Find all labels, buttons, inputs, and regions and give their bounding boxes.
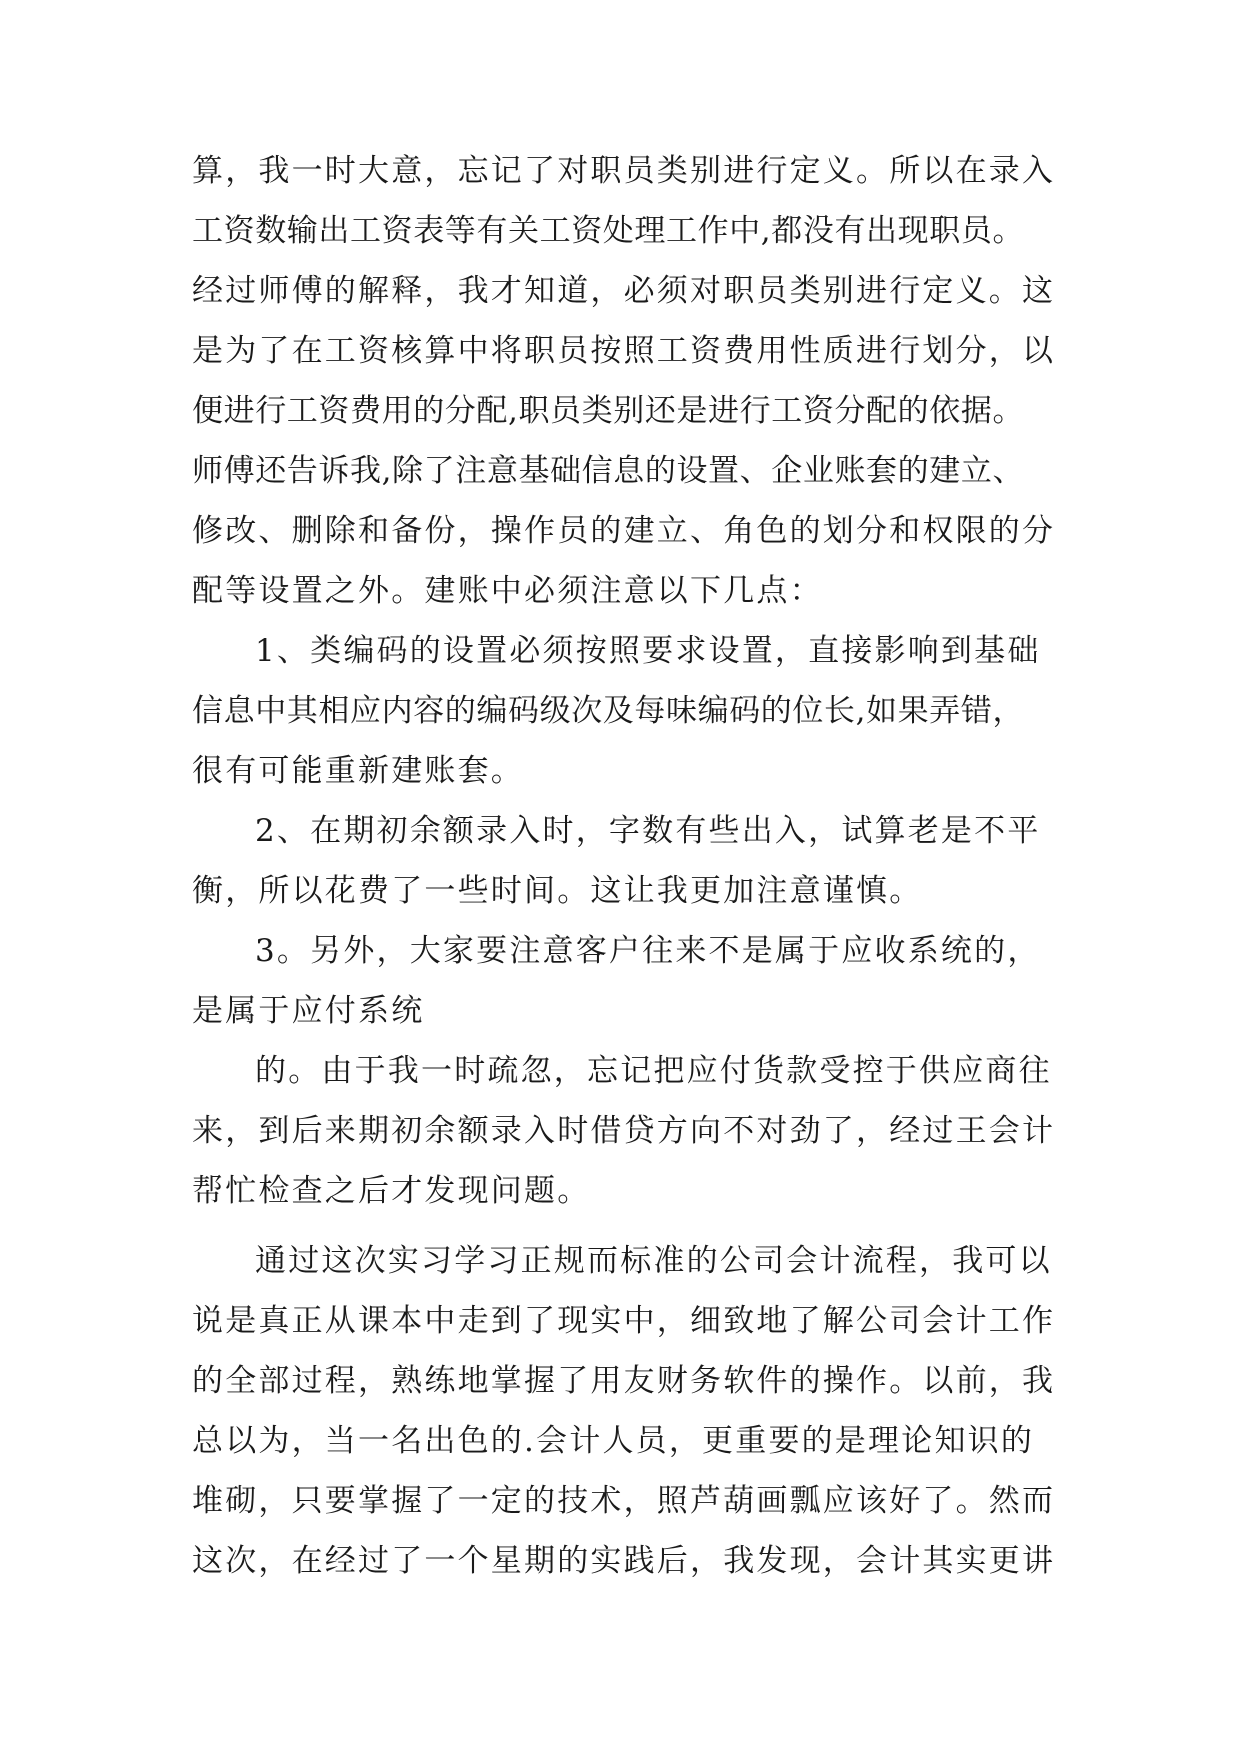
text-line: 便进行工资费用的分配,职员类别还是进行工资分配的依据。 xyxy=(192,393,1025,429)
text-line: 通过这次实习学习正规而标准的公司会计流程，我可以 xyxy=(255,1243,1052,1279)
text-line: 堆砌，只要掌握了一定的技术，照芦葫画瓢应该好了。然而 xyxy=(192,1483,1056,1519)
text-line: 衡，所以花费了一些时间。这让我更加注意谨慎。 xyxy=(192,873,923,909)
text-line: 工资数输出工资表等有关工资处理工作中,都没有出现职员。 xyxy=(192,213,1025,249)
text-line: 1、类编码的设置必须按照要求设置，直接影响到基础 xyxy=(255,633,1041,669)
text-line: 来，到后来期初余额录入时借贷方向不对劲了，经过王会计 xyxy=(192,1113,1056,1149)
text-line: 2、在期初余额录入时，字数有些出入，试算老是不平 xyxy=(255,813,1041,849)
text-line: 很有可能重新建账套。 xyxy=(192,753,524,789)
text-line: 是属于应付系统 xyxy=(192,993,425,1029)
text-line: 这次，在经过了一个星期的实践后，我发现，会计其实更讲 xyxy=(192,1543,1056,1579)
text-line: 算，我一时大意，忘记了对职员类别进行定义。所以在录入 xyxy=(192,153,1056,189)
text-line: 信息中其相应内容的编码级次及每味编码的位长,如果弄错， xyxy=(192,693,1025,729)
text-line: 帮忙检查之后才发现问题。 xyxy=(192,1173,591,1209)
text-line: 3。另外，大家要注意客户往来不是属于应收系统的， xyxy=(255,933,1041,969)
text-line: 修改、删除和备份，操作员的建立、角色的划分和权限的分 xyxy=(192,513,1056,549)
text-line: 配等设置之外。建账中必须注意以下几点： xyxy=(192,573,823,609)
text-line: 说是真正从课本中走到了现实中，细致地了解公司会计工作 xyxy=(192,1303,1056,1339)
text-line: 总以为，当一名出色的.会计人员，更重要的是理论知识的 xyxy=(192,1423,1035,1459)
text-line: 是为了在工资核算中将职员按照工资费用性质进行划分，以 xyxy=(192,333,1056,369)
text-line: 的。由于我一时疏忽，忘记把应付货款受控于供应商往 xyxy=(255,1053,1052,1089)
text-line: 师傅还告诉我,除了注意基础信息的设置、企业账套的建立、 xyxy=(192,453,1025,489)
text-line: 的全部过程，熟练地掌握了用友财务软件的操作。以前，我 xyxy=(192,1363,1056,1399)
text-line: 经过师傅的解释，我才知道，必须对职员类别进行定义。这 xyxy=(192,273,1056,309)
